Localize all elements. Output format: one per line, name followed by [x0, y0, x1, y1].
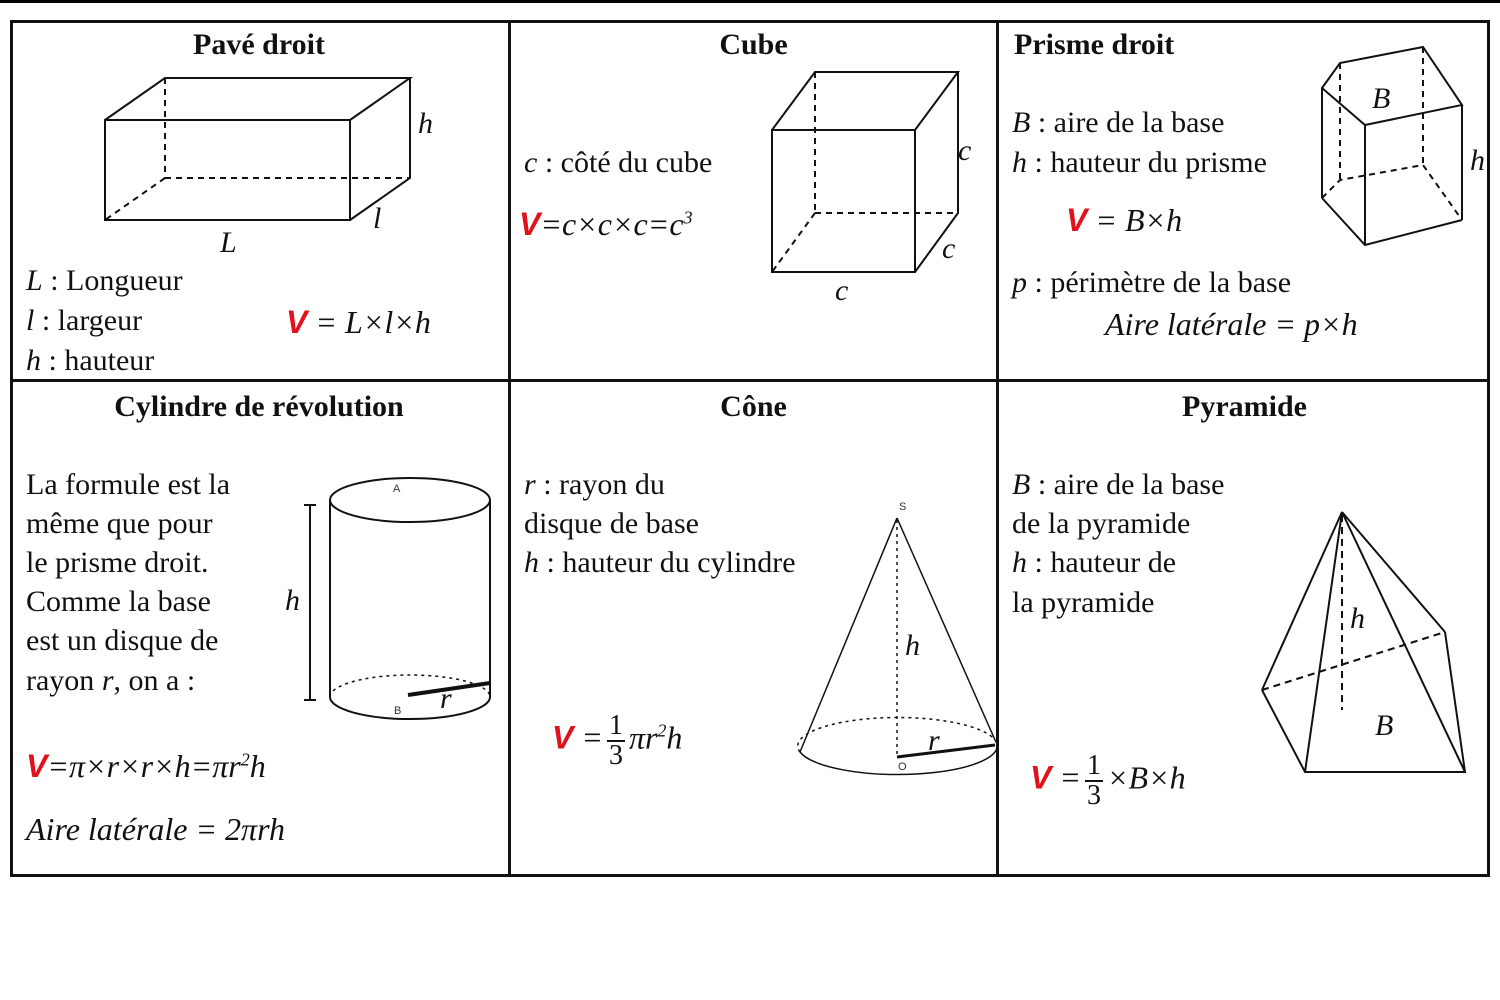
cone-legend-h: h : hauteur du cylindre [524, 546, 796, 579]
pyramide-title: Pyramide [1182, 390, 1307, 423]
pave-formula: V = L×l×h [286, 304, 431, 340]
pyramide-h-label: h [1350, 602, 1365, 635]
pyramide-B-label: B [1375, 709, 1394, 742]
pyramide-legend-h: h : hauteur de [1012, 546, 1177, 579]
cylindre-title: Cylindre de révolution [114, 390, 404, 423]
prisme-perimeter: p : périmètre de la base [1012, 266, 1292, 299]
cone-r-label: r [928, 724, 940, 757]
prisme-B-label: B [1372, 82, 1391, 115]
cone-h-label: h [905, 629, 920, 662]
prisme-h-label: h [1470, 144, 1485, 177]
cube-c-right-label: c [958, 134, 972, 167]
cone-title: Cône [720, 390, 787, 423]
pave-l-label: l [373, 202, 382, 235]
pyramide-legend-pyr: la pyramide [1012, 586, 1155, 619]
cylindre-text-3: le prisme droit. [26, 546, 209, 579]
cone-S-label: S [899, 501, 907, 513]
pave-h-label: h [418, 107, 433, 140]
pave-legend-L: L : Longueur [26, 264, 183, 297]
cylindre-lateral: Aire latérale = 2πrh [26, 811, 285, 847]
pyramide-formula: V = $\frac{1}{3}$ ×B×h [1030, 750, 1186, 811]
cylindre-A-label: A [393, 483, 401, 495]
cube-c-depth-label: c [942, 232, 956, 265]
cylindre-text-1: La formule est la [26, 468, 231, 501]
cone-legend-r: r : rayon du [524, 468, 665, 501]
prisme-legend-h: h : hauteur du prisme [1012, 146, 1267, 179]
pave-legend-h: h : hauteur [26, 344, 155, 377]
cylindre-B-label: B [394, 705, 402, 717]
prisme-lateral: Aire latérale = p×h [1105, 306, 1358, 342]
pave-L-label: L [220, 226, 237, 259]
cylindre-text-4: Comme la base [26, 585, 211, 618]
cylindre-text-2: même que pour [26, 507, 213, 540]
cylindre-r-label: r [440, 682, 452, 715]
cylindre-h-label: h [285, 584, 300, 617]
cube-title: Cube [719, 28, 788, 61]
pave-legend-l: l : largeur [26, 304, 143, 337]
prisme-legend-B: B : aire de la base [1012, 106, 1225, 139]
cone-legend-disque: disque de base [524, 507, 699, 540]
cone-formula: V = $\frac{1}{3}$ $\pi r^2h$ [552, 710, 683, 771]
cylindre-text-5: est un disque de [26, 624, 219, 657]
cube-c-bottom-label: c [835, 274, 849, 307]
cube-formula: $V=c\times c\times c=c^3$ [519, 206, 693, 242]
pave-title: Pavé droit [193, 28, 325, 61]
prisme-title: Prisme droit [1014, 28, 1175, 61]
prisme-formula: V = B×h [1066, 202, 1183, 238]
cone-O-label: O [898, 761, 907, 773]
pyramide-legend-base: de la pyramide [1012, 507, 1191, 540]
cylindre-text-6: rayon r, on a : [26, 664, 196, 697]
cylindre-formula: $V=\pi\times r\times r\times h=\pi r^2h$ [26, 748, 266, 784]
pyramide-legend-B: B : aire de la base [1012, 468, 1225, 501]
cube-legend: c : côté du cube [524, 146, 713, 179]
